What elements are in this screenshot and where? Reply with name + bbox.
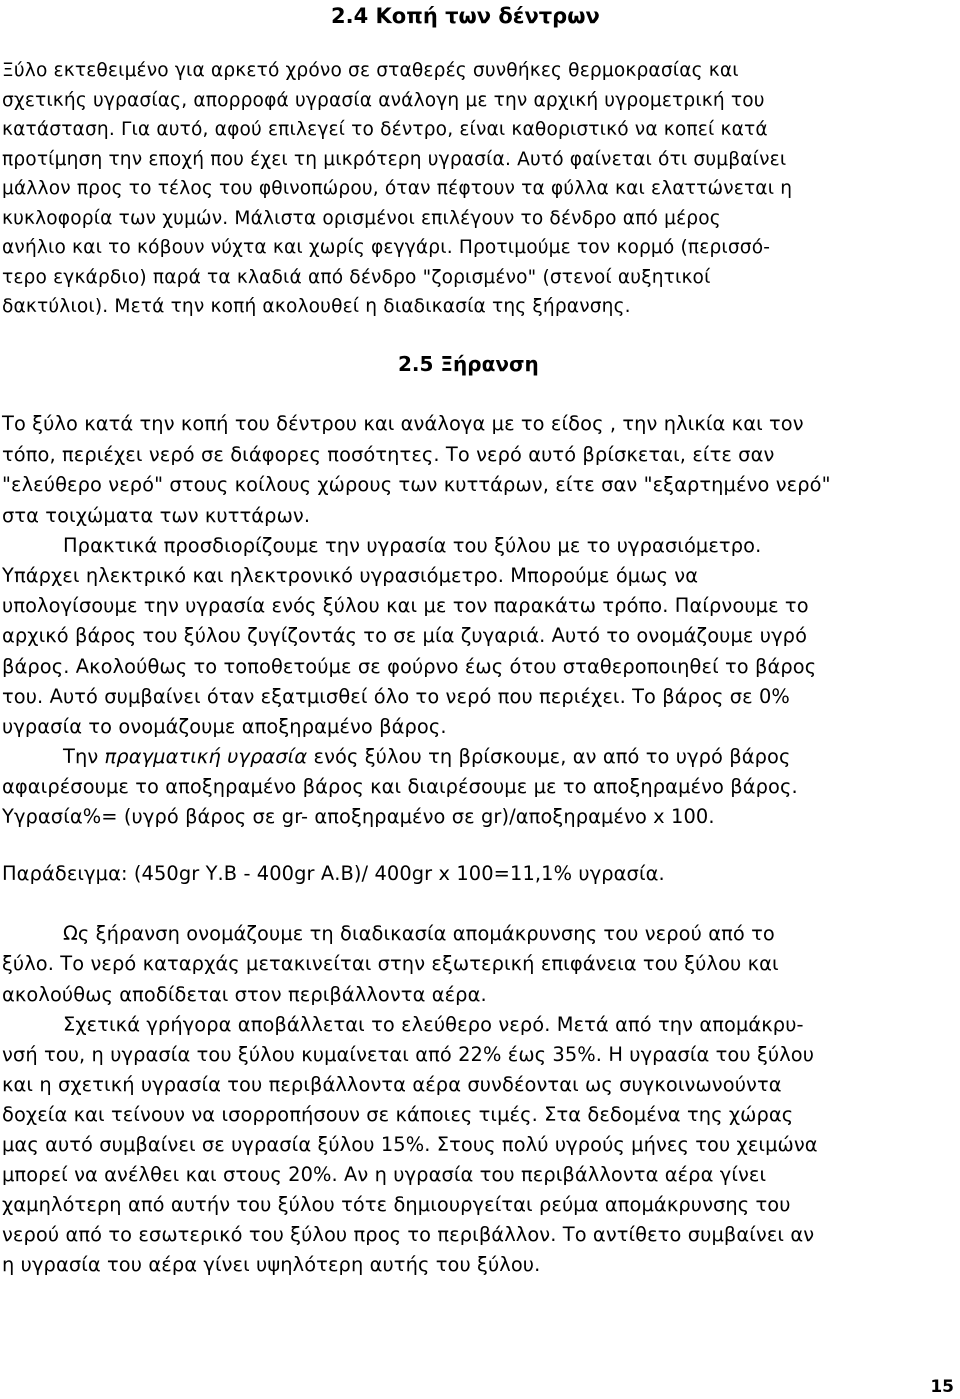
paragraph-line: Το ξύλο κατά την κοπή του δέντρου και ανάλογα με το είδος , την ηλικία και τον: [2, 412, 804, 435]
paragraph-line: χαμηλότερη από αυτήν του ξύλου τότε δημιουργείται ρεύμα απομάκρυνσης του: [2, 1193, 791, 1216]
paragraph-line: ανήλιο και το κόβουν νύχτα και χωρίς φεγγάρι. Προτιμούμε τον κορμό (περισσό-: [2, 237, 771, 258]
paragraph-line: δακτύλιοι). Μετά την κοπή ακολουθεί η διαδικασία της ξήρανσης.: [2, 296, 631, 317]
real-moisture-line: [63, 742, 791, 771]
example-line: Παράδειγμα: (450gr Υ.Β - 400gr Α.Β)/ 400gr x 100=11,1% υγρασία.: [2, 862, 665, 885]
paragraph-line: προτίμηση την εποχή που έχει τη μικρότερη υγρασία. Αυτό φαίνεται ότι συμβαίνει: [2, 149, 787, 170]
paragraph-line: μας αυτό συμβαίνει σε υγρασία ξύλου 15%. Στους πολύ υγρούς μήνες του χειμώνα: [2, 1133, 818, 1156]
real-moisture-prefix: Την: [63, 745, 105, 768]
paragraph-line: ακολούθως αποδίδεται στον περιβάλλοντα αέρα.: [2, 983, 487, 1006]
paragraph-line: νερού από το εσωτερικό του ξύλου προς το περιβάλλον. Το αντίθετο συμβαίνει αν: [2, 1223, 815, 1246]
paragraph-line: κατάσταση. Για αυτό, αφού επιλεγεί το δέντρο, είναι καθοριστικό να κοπεί κατά: [2, 119, 768, 140]
paragraph-line: και η σχετική υγρασία του περιβάλλοντα αέρα συνδέονται ως συγκοινωνούντα: [2, 1073, 782, 1096]
paragraph-line: κυκλοφορία των χυμών. Μάλιστα ορισμένοι επιλέγουν το δένδρο από μέρος: [2, 208, 721, 229]
real-moisture-suffix: ενός ξύλου τη βρίσκουμε, αν από το υγρό βάρος: [307, 745, 791, 768]
paragraph-line: στα τοιχώματα των κυττάρων.: [2, 504, 311, 527]
paragraph-line: υπολογίσουμε την υγρασία ενός ξύλου και με τον παρακάτω τρόπο. Παίρνουμε το: [2, 594, 809, 617]
paragraph-line: μάλλον προς το τέλος του φθινοπώρου, όταν πέφτουν τα φύλλα και ελαττώνεται η: [2, 178, 793, 199]
page-number: 15: [930, 1377, 954, 1397]
paragraph-line: σχετικής υγρασίας, απορροφά υγρασία ανάλογη με την αρχική υγρομετρική του: [2, 90, 765, 111]
paragraph-line: Ως ξήρανση ονομάζουμε τη διαδικασία απομάκρυνσης του νερού από το: [63, 922, 775, 945]
paragraph-line: δοχεία και τείνουν να ισορροπήσουν σε κάποιες τιμές. Στα δεδομένα της χώρας: [2, 1103, 794, 1126]
paragraph-line: τόπο, περιέχει νερό σε διάφορες ποσότητες. Το νερό αυτό βρίσκεται, είτε σαν: [2, 443, 775, 466]
paragraph-line: ξύλο. Το νερό καταρχάς μετακινείται στην εξωτερική επιφάνεια του ξύλου και: [2, 952, 779, 975]
section-title-tree-cutting: 2.4 Κοπή των δέντρων: [331, 4, 600, 28]
paragraph-line: "ελεύθερο νερό" στους κοίλους χώρους των κυττάρων, είτε σαν "εξαρτημένο νερό": [2, 473, 831, 496]
section-title-drying: 2.5 Ξήρανση: [398, 352, 539, 376]
paragraph-line: Σχετικά γρήγορα αποβάλλεται το ελεύθερο νερό. Μετά από την απομάκρυ-: [63, 1013, 804, 1036]
paragraph-line: Ξύλο εκτεθειμένο για αρκετό χρόνο σε σταθερές συνθήκες θερμοκρασίας και: [2, 60, 739, 81]
paragraph-line: βάρος. Ακολούθως το τοποθετούμε σε φούρνο έως ότου σταθεροποιηθεί το βάρος: [2, 655, 817, 678]
paragraph-line: αρχικό βάρος του ξύλου ζυγίζοντάς το σε μία ζυγαριά. Αυτό το ονομάζουμε υγρό: [2, 624, 808, 647]
paragraph-line: υγρασία το ονομάζουμε αποξηραμένο βάρος.: [2, 715, 447, 738]
formula-line: Υγρασία%= (υγρό βάρος σε gr- αποξηραμένο σε gr)/αποξηραμένο x 100.: [2, 805, 715, 828]
paragraph-line: του. Αυτό συμβαίνει όταν εξατμισθεί όλο το νερό που περιέχει. Το βάρος σε 0%: [2, 685, 790, 708]
paragraph-line: νσή του, η υγρασία του ξύλου κυμαίνεται από 22% έως 35%. Η υγρασία του ξύλου: [2, 1043, 815, 1066]
paragraph-line: Πρακτικά προσδιορίζουμε την υγρασία του ξύλου με το υγρασιόμετρο.: [63, 534, 762, 557]
real-moisture-term: πραγματική υγρασία: [104, 745, 308, 768]
paragraph-line: Υπάρχει ηλεκτρικό και ηλεκτρονικό υγρασιόμετρο. Μπορούμε όμως να: [2, 564, 699, 587]
paragraph-line: τερο εγκάρδιο) παρά τα κλαδιά από δένδρο "ζορισμένο" (στενοί αυξητικοί: [2, 267, 711, 288]
paragraph-line: η υγρασία του αέρα γίνει υψηλότερη αυτής του ξύλου.: [2, 1253, 541, 1276]
paragraph-line: αφαιρέσουμε το αποξηραμένο βάρος και διαιρέσουμε με το αποξηραμένο βάρος.: [2, 775, 798, 798]
paragraph-line: μπορεί να ανέλθει και στους 20%. Αν η υγρασία του περιβάλλοντα αέρα γίνει: [2, 1163, 767, 1186]
